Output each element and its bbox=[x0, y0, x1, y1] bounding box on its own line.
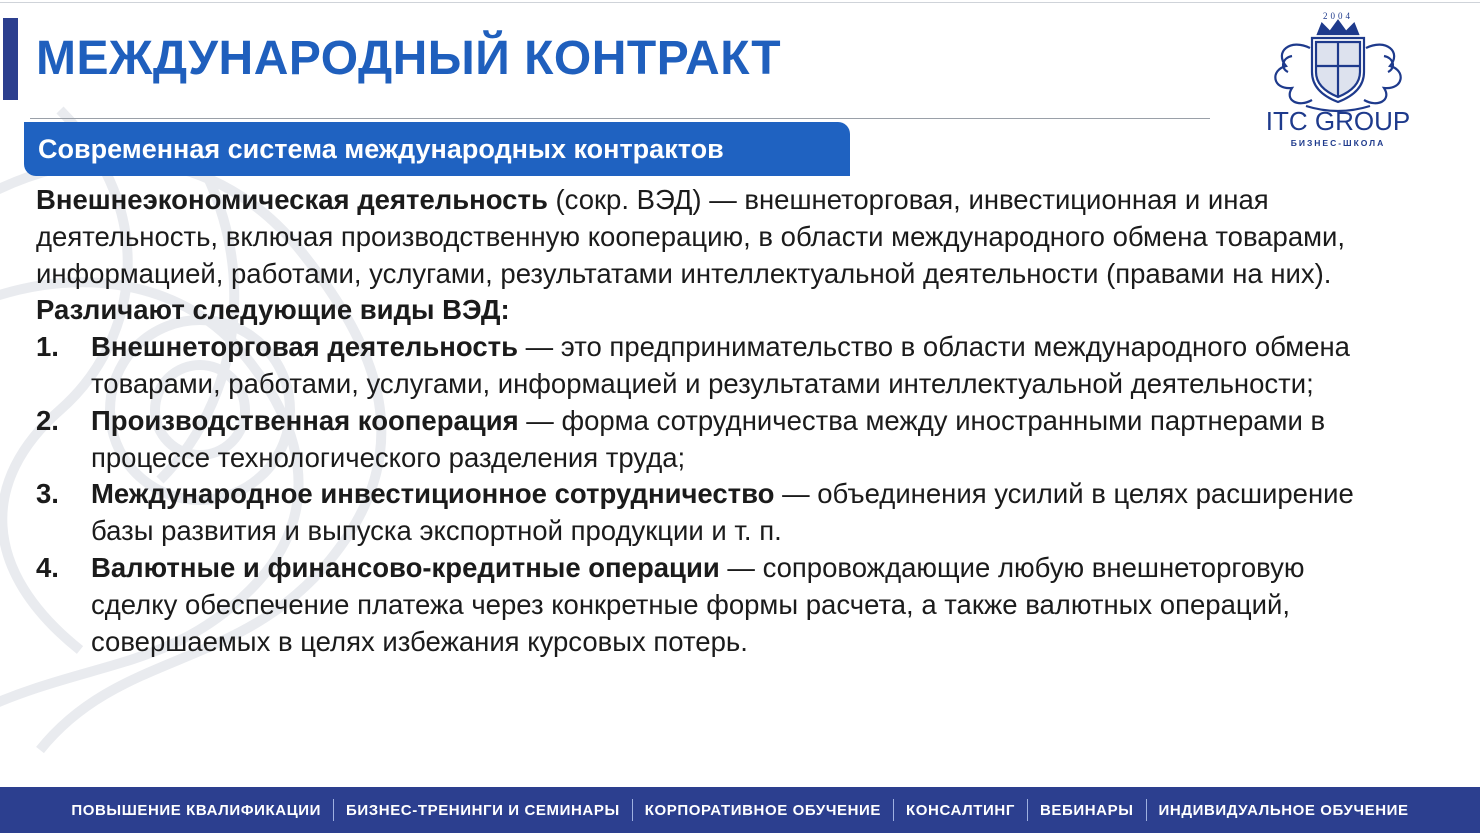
list-text: объединения усилий в целях расширение базы развития и выпуска экспортной продукции и т. п. bbox=[91, 478, 1354, 547]
definition-term: Внешнеэкономическая деятельность bbox=[36, 184, 548, 215]
list-dash: — bbox=[518, 404, 562, 436]
section-subtitle: Современная система международных контрактов bbox=[24, 122, 850, 176]
list-dash: — bbox=[518, 331, 561, 363]
footer-item-qualification[interactable]: ПОВЫШЕНИЕ КВАЛИФИКАЦИИ bbox=[71, 801, 322, 819]
slide-title: МЕЖДУНАРОДНЫЙ КОНТРАКТ bbox=[36, 32, 782, 85]
list-text: это предпринимательство в области международного обмена товарами, работами, услугами, информацией и результатами интеллектуальной деятельности; bbox=[91, 331, 1350, 399]
footer-item-corporate[interactable]: КОРПОРАТИВНОЕ ОБУЧЕНИЕ bbox=[644, 801, 882, 819]
list-dash: — bbox=[719, 551, 763, 583]
list-number: 1. bbox=[36, 331, 59, 363]
list-item bbox=[36, 550, 1366, 660]
logo-tagline: БИЗНЕС-ШКОЛА bbox=[1290, 138, 1386, 148]
list-dash: — bbox=[774, 478, 818, 510]
list-term: Международное инвестиционное сотрудничество bbox=[91, 478, 775, 510]
slide-body bbox=[36, 182, 1366, 660]
logo-brand: ITC GROUP bbox=[1265, 106, 1411, 136]
list-number: 3. bbox=[36, 478, 59, 510]
logo-year: 2004 bbox=[1323, 11, 1353, 21]
footer-item-individual[interactable]: ИНДИВИДУАЛЬНОЕ ОБУЧЕНИЕ bbox=[1158, 801, 1409, 819]
list-number: 4. bbox=[36, 551, 59, 583]
itc-group-logo bbox=[1232, 8, 1444, 150]
definition-text: внешнеторговая, инвестиционная и иная деятельность, включая производственную кооперацию, в области международного обмена товарами, информацией, работами, услугами, результатами интеллектуальной деятельности (правами на них). bbox=[36, 184, 1346, 289]
footer-item-consulting[interactable]: КОНСАЛТИНГ bbox=[906, 801, 1015, 819]
list-item bbox=[36, 476, 1366, 550]
definition-abbr: (сокр. ВЭД) — bbox=[547, 184, 745, 215]
list-item bbox=[36, 329, 1366, 403]
list-term: Валютные и финансово-кредитные операции bbox=[91, 551, 720, 583]
list-term: Производственная кооперация bbox=[91, 404, 519, 436]
footer-item-webinars[interactable]: ВЕБИНАРЫ bbox=[1039, 801, 1134, 819]
types-heading: Различают следующие виды ВЭД: bbox=[36, 294, 510, 326]
definition-paragraph bbox=[36, 182, 1366, 292]
title-divider bbox=[30, 118, 1210, 119]
list-text: сопровождающие любую внешнеторговую сделку обеспечение платежа через конкретные формы расчета, а также валютных операций, совершаемых в целях избежания курсовых потерь. bbox=[91, 551, 1305, 657]
logo-crest-icon bbox=[1275, 21, 1400, 111]
footer-item-trainings[interactable]: БИЗНЕС-ТРЕНИНГИ И СЕМИНАРЫ bbox=[346, 801, 620, 819]
list-term: Внешнеторговая деятельность bbox=[91, 331, 518, 363]
list-text: форма сотрудничества между иностранными партнерами в процессе технологического разделения труда; bbox=[91, 404, 1326, 473]
title-accent-bar bbox=[3, 18, 18, 100]
types-list bbox=[36, 329, 1366, 660]
top-divider bbox=[0, 2, 1480, 3]
list-number: 2. bbox=[36, 404, 59, 436]
list-item bbox=[36, 403, 1366, 477]
footer-nav bbox=[0, 787, 1480, 833]
